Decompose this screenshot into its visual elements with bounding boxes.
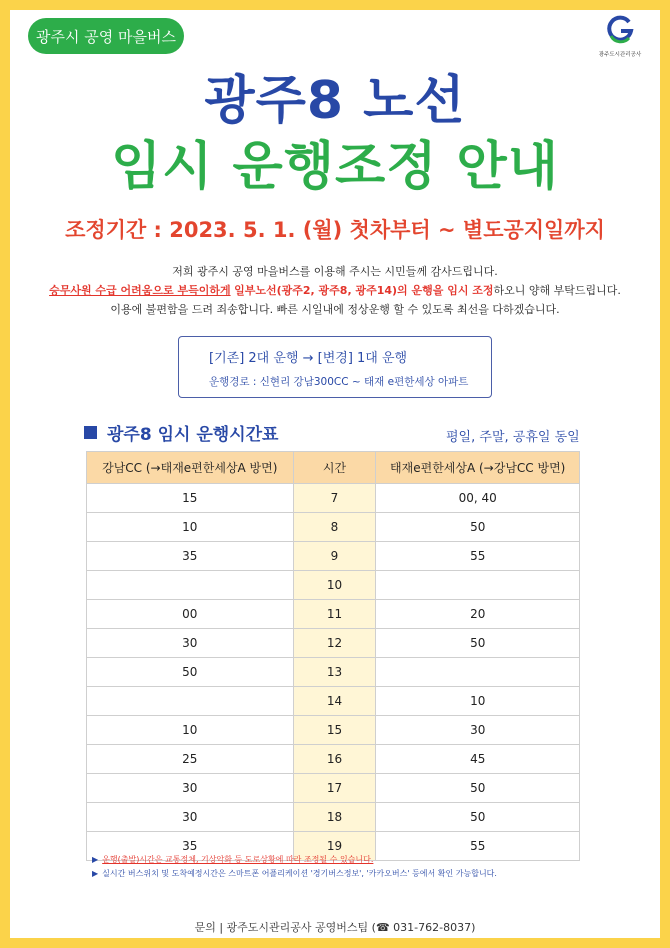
taejae-minute: 20 <box>376 600 580 629</box>
triangle-bullet-icon: ▶ <box>92 869 99 878</box>
table-row <box>87 716 580 745</box>
taejae-minute: 50 <box>376 774 580 803</box>
header-hour: 시간 <box>293 452 376 484</box>
gangnam-minute: 35 <box>87 832 294 861</box>
gangnam-minute: 25 <box>87 745 294 774</box>
gangnam-minute: 00 <box>87 600 294 629</box>
intro-line-2-end: 하오니 양해 부탁드립니다. <box>493 284 621 297</box>
timetable-title <box>84 420 278 445</box>
taejae-minute: 50 <box>376 629 580 658</box>
intro-line-1: 저희 광주시 공영 마을버스를 이용해 주시는 시민들께 감사드립니다. <box>172 265 498 278</box>
hour-cell: 14 <box>293 687 376 716</box>
gangnam-minute: 50 <box>87 658 294 687</box>
logo-text: 광주도시관리공사 <box>598 52 642 58</box>
footnote-1 <box>92 853 497 867</box>
gangnam-minute: 30 <box>87 774 294 803</box>
footnote-2-text: 실시간 버스위치 및 도착예정시간은 스마트폰 어플리케이션 '경기버스정보', '카카오버스' 등에서 확인 가능합니다. <box>102 869 497 878</box>
taejae-minute: 50 <box>376 803 580 832</box>
intro-line-2 <box>0 281 670 300</box>
intro-text <box>0 262 670 319</box>
table-row <box>87 600 580 629</box>
hour-cell: 7 <box>293 484 376 513</box>
table-row <box>87 658 580 687</box>
gwangju-urban-corp-logo-icon <box>605 14 635 44</box>
table-row <box>87 745 580 774</box>
notice-route: 운행경로 : 신현리 강남300CC ~ 태재 e편한세상 아파트 <box>209 376 469 388</box>
table-row <box>87 513 580 542</box>
gangnam-minute <box>87 687 294 716</box>
taejae-minute: 00, 40 <box>376 484 580 513</box>
gangnam-minute: 10 <box>87 513 294 542</box>
taejae-minute: 10 <box>376 687 580 716</box>
gangnam-minute: 10 <box>87 716 294 745</box>
table-row <box>87 774 580 803</box>
adjustment-period: 조정기간 : 2023. 5. 1. (월) 첫차부터 ~ 별도공지일까지 <box>65 218 605 242</box>
notice-change: [기존] 2대 운행 → [변경] 1대 운행 <box>209 351 408 366</box>
taejae-minute: 55 <box>376 542 580 571</box>
hour-cell: 16 <box>293 745 376 774</box>
hour-cell: 17 <box>293 774 376 803</box>
hour-cell: 11 <box>293 600 376 629</box>
footnote-2 <box>92 867 497 881</box>
category-tag: 광주시 공영 마을버스 <box>28 18 184 54</box>
gangnam-minute: 30 <box>87 629 294 658</box>
header-gangnam-cc: 강남CC (→태재e편한세상A 방면) <box>87 452 294 484</box>
intro-line-3: 이용에 불편함을 드려 죄송합니다. 빠른 시일내에 정상운행 할 수 있도록 최선을 다하겠습니다. <box>110 303 560 316</box>
taejae-minute: 30 <box>376 716 580 745</box>
table-header-row <box>87 452 580 484</box>
table-row <box>87 542 580 571</box>
table-row <box>87 629 580 658</box>
hour-cell: 18 <box>293 803 376 832</box>
hour-cell: 19 <box>293 832 376 861</box>
triangle-bullet-icon: ▶ <box>92 855 99 864</box>
contact-footer: 문의 | 광주도시관리공사 공영버스팀 (☎ 031-762-8037) <box>194 921 476 934</box>
taejae-minute: 50 <box>376 513 580 542</box>
timetable-note: 평일, 주말, 공휴일 동일 <box>446 430 580 445</box>
table-row <box>87 687 580 716</box>
table-row <box>87 803 580 832</box>
change-notice-box <box>178 336 492 398</box>
gangnam-minute: 30 <box>87 803 294 832</box>
hour-cell: 9 <box>293 542 376 571</box>
page-title: 광주8 노선 <box>204 71 466 131</box>
gangnam-minute: 15 <box>87 484 294 513</box>
timetable <box>86 451 580 861</box>
taejae-minute: 45 <box>376 745 580 774</box>
hour-cell: 15 <box>293 716 376 745</box>
taejae-minute <box>376 658 580 687</box>
timetable-title-text: 광주8 임시 운행시간표 <box>107 425 279 445</box>
organization-logo <box>596 14 644 58</box>
footnotes <box>92 853 497 881</box>
square-bullet-icon <box>84 426 97 439</box>
taejae-minute: 55 <box>376 832 580 861</box>
intro-highlight-phrase: 일부노선(광주2, 광주8, 광주14)의 운행을 임시 조정 <box>234 284 494 297</box>
intro-red-phrase: 승무사원 수급 어려움으로 부득이하게 <box>49 284 231 297</box>
header-taejae: 태재e편한세상A (→강남CC 방면) <box>376 452 580 484</box>
hour-cell: 10 <box>293 571 376 600</box>
gangnam-minute: 35 <box>87 542 294 571</box>
gangnam-minute <box>87 571 294 600</box>
hour-cell: 12 <box>293 629 376 658</box>
table-row <box>87 571 580 600</box>
hour-cell: 13 <box>293 658 376 687</box>
hour-cell: 8 <box>293 513 376 542</box>
page-subtitle: 임시 운행조정 안내 <box>110 137 560 197</box>
footnote-1-text: 운행(출발)시간은 교통정체, 기상악화 등 도로상황에 따라 조정될 수 있습니다. <box>102 855 374 864</box>
table-row <box>87 484 580 513</box>
taejae-minute <box>376 571 580 600</box>
